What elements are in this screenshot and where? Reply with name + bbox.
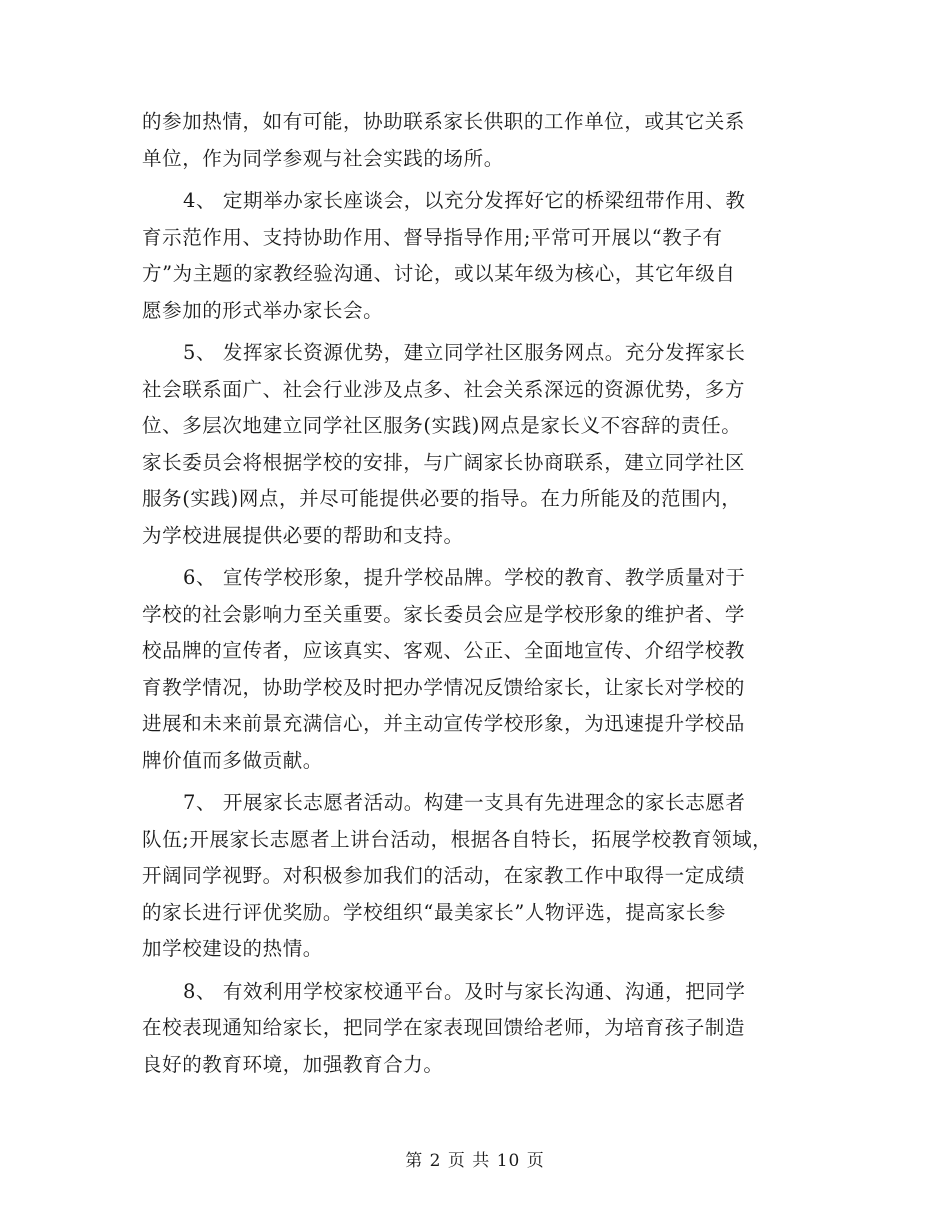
text-line: 服务(实践)网点，并尽可能提供必要的指导。在力所能及的范围内， (142, 487, 742, 510)
text-line: 愿参加的形式举办家长会。 (142, 298, 384, 322)
text-line: 6、 宣传学校形象，提升学校品牌。学校的教育、教学质量对于 (183, 566, 746, 589)
document-body (142, 104, 810, 1083)
text-line: 学校的社会影响力至关重要。家长委员会应是学校形象的维护者、学 (142, 602, 746, 626)
text-line: 加学校建设的热情。 (142, 937, 323, 960)
text-line: 位、多层次地建立同学社区服务(实践)网点是家长义不容辞的责任。 (142, 414, 742, 437)
text-line: 在校表现通知给家长，把同学在家表现回馈给老师，为培育孩子制造 (142, 1016, 746, 1039)
text-line: 的参加热情，如有可能，协助联系家长供职的工作单位，或其它关系 (142, 110, 746, 133)
text-line: 开阔同学视野。对积极参加我们的活动，在家教工作中取得一定成绩 (142, 864, 746, 887)
text-line: 牌价值而多做贡献。 (142, 748, 323, 772)
text-line: 良好的教育环境，加强教育合力。 (142, 1052, 444, 1076)
text-line: 7、 开展家长志愿者活动。构建一支具有先进理念的家长志愿者 (183, 791, 746, 814)
text-line: 8、 有效利用学校家校通平台。及时与家长沟通、沟通，把同学 (183, 979, 746, 1003)
paragraph-item-6 (142, 560, 810, 779)
text-line: 方”为主题的家教经验沟通、讨论，或以某年级为核心，其它年级自 (142, 262, 736, 285)
paragraph-item-8 (142, 974, 810, 1084)
text-line: 家长委员会将根据学校的安排，与广阔家长协商联系，建立同学社区 (142, 450, 746, 474)
text-line: 的家长进行评优奖励。学校组织“最美家长”人物评选，提高家长参 (142, 900, 726, 924)
paragraph-continuation (142, 104, 810, 177)
text-line: 校品牌的宣传者，应该真实、客观、公正、全面地宣传、介绍学校教 (142, 639, 746, 662)
text-line: 社会联系面广、社会行业涉及点多、社会关系深远的资源优势，多方 (142, 377, 746, 401)
text-line: 队伍;开展家长志愿者上讲台活动，根据各自特长，拓展学校教育领域， (142, 827, 773, 851)
text-line: 育示范作用、支持协助作用、督导指导作用;平常可开展以“教子有 (142, 225, 723, 249)
page-number-footer: 第 2 页 共 10 页 (405, 1151, 545, 1171)
text-line: 育教学情况，协助学校及时把办学情况反馈给家长，让家长对学校的 (142, 675, 746, 699)
text-line: 进展和未来前景充满信心，并主动宣传学校形象，为迅速提升学校品 (142, 712, 746, 735)
text-line: 4、 定期举办家长座谈会，以充分发挥好它的桥梁纽带作用、教 (183, 189, 746, 212)
paragraph-item-7 (142, 785, 810, 968)
text-line: 为学校进展提供必要的帮助和支持。 (142, 523, 464, 547)
text-line: 单位，作为同学参观与社会实践的场所。 (142, 146, 504, 170)
text-line: 5、 发挥家长资源优势，建立同学社区服务网点。充分发挥家长 (183, 341, 746, 364)
paragraph-item-5 (142, 335, 810, 554)
paragraph-item-4 (142, 183, 810, 329)
